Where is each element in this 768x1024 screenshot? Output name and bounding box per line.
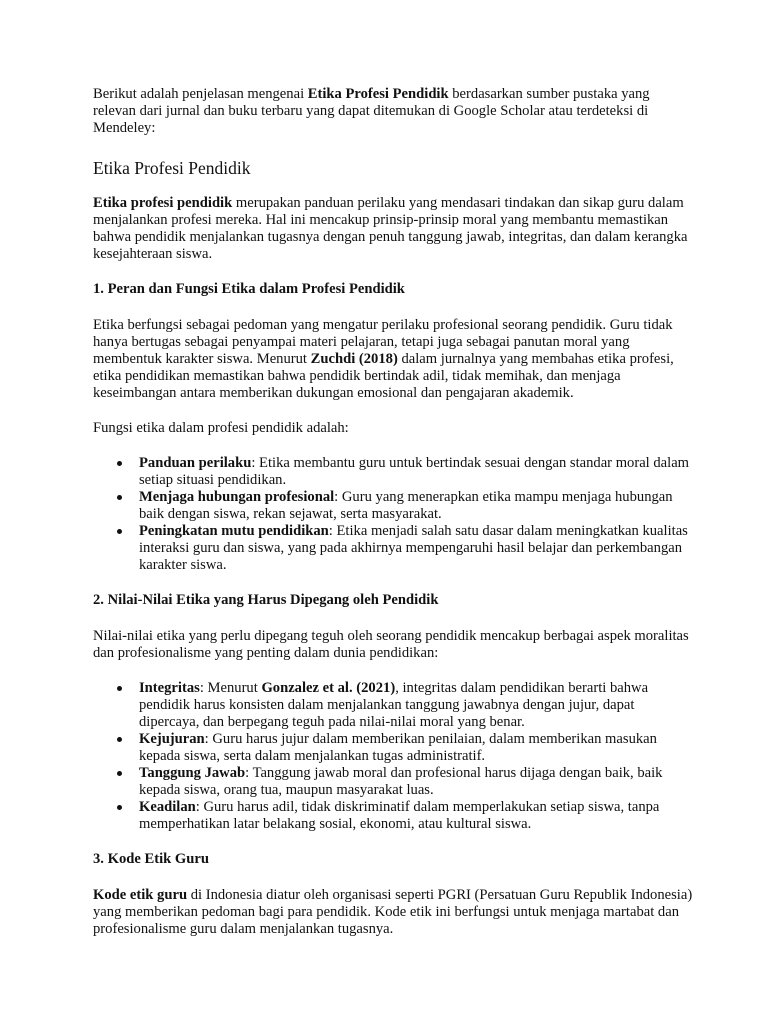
citation-gonzalez: Gonzalez et al. (2021)	[261, 680, 396, 696]
list-item-text: : Etika membantu guru untuk bertindak sesuai dengan standar moral dalam setiap situasi pendidikan.	[139, 455, 690, 488]
list-item-text: : Guru yang menerapkan etika mampu menjaga hubungan baik dengan siswa, rekan sejawat, serta masyarakat.	[139, 489, 673, 522]
definition-term: Etika profesi pendidik	[93, 195, 233, 211]
list-item	[93, 765, 693, 799]
list-item-text: : Guru harus adil, tidak diskriminatif dalam memperlakukan setiap siswa, tanpa memperhatikan latar belakang sosial, ekonomi, atau kultural siswa.	[139, 799, 660, 832]
citation-zuchdi: Zuchdi (2018)	[310, 351, 398, 367]
list-item-term: Kejujuran	[139, 731, 205, 747]
section-1-lead: Fungsi etika dalam profesi pendidik adalah:	[93, 420, 349, 436]
list-item-text: : Guru harus jujur dalam memberikan penilaian, dalam memberikan masukan kepada siswa, serta dalam menjalankan tugas administratif.	[139, 731, 657, 764]
list-item-term: Tanggung Jawab	[139, 765, 246, 781]
list-item-text-end: , integritas dalam pendidikan berarti bahwa pendidik harus konsisten dalam menjalankan tanggung jawabnya dengan jujur, dapat dipercaya, dan berpegang teguh pada nilai-nilai moral yang benar.	[139, 680, 649, 730]
document-page	[93, 86, 693, 956]
section-2-heading: 2. Nilai-Nilai Etika yang Harus Dipegang oleh Pendidik	[93, 592, 439, 608]
section-1-heading: 1. Peran dan Fungsi Etika dalam Profesi Pendidik	[93, 281, 405, 297]
intro-text: Berikut adalah penjelasan mengenai	[93, 86, 308, 102]
definition-paragraph	[93, 195, 693, 263]
list-item	[93, 799, 693, 833]
section-1-text: Etika berfungsi sebagai pedoman yang mengatur perilaku profesional seorang pendidik. Guru tidak hanya bertugas sebagai penyampai materi pelajaran, tetapi juga sebagai panutan moral yang membentuk karakter siswa. Menurut	[93, 317, 673, 367]
section-3-text: di Indonesia diatur oleh organisasi seperti PGRI (Persatuan Guru Republik Indonesia) yang memberikan pedoman bagi para pendidik. Kode etik ini berfungsi untuk menjaga martabat dan profesionalisme guru dalam menjalankan tugasnya.	[93, 887, 693, 937]
list-item	[93, 455, 693, 489]
section-1-list	[93, 455, 693, 574]
list-item	[93, 523, 693, 574]
section-1-paragraph	[93, 317, 693, 402]
list-item	[93, 680, 693, 731]
list-item-term: Peningkatan mutu pendidikan	[139, 523, 329, 539]
section-1-text-end: dalam jurnalnya yang membahas etika profesi, etika pendidikan memastikan bahwa pendidik bertindak adil, tidak memihak, dan menjaga keseimbangan antara memberikan dukungan emosional dan pengajaran akademik.	[93, 351, 674, 401]
intro-paragraph	[93, 86, 693, 137]
section-2-list	[93, 680, 693, 833]
list-item-term: Menjaga hubungan profesional	[139, 489, 335, 505]
list-item-term: Integritas	[139, 680, 200, 696]
page-title: Etika Profesi Pendidik	[93, 158, 251, 178]
list-item	[93, 489, 693, 523]
intro-text-end: berdasarkan sumber pustaka yang relevan dari jurnal dan buku terbaru yang dapat ditemukan di Google Scholar atau terdeteksi di Mendeley:	[93, 86, 650, 136]
list-item-text: : Etika menjadi salah satu dasar dalam meningkatkan kualitas interaksi guru dan siswa, yang pada akhirnya mempengaruhi hasil belajar dan perkembangan karakter siswa.	[139, 523, 688, 573]
list-item-text: : Tanggung jawab moral dan profesional harus dijaga dengan baik, baik kepada siswa, orang tua, maupun masyarakat luas.	[139, 765, 663, 798]
section-3-term: Kode etik guru	[93, 887, 188, 903]
list-item	[93, 731, 693, 765]
definition-text: merupakan panduan perilaku yang mendasari tindakan dan sikap guru dalam menjalankan profesi mereka. Hal ini mencakup prinsip-prinsip moral yang membantu memastikan bahwa pendidik menjalankan tugasnya dengan penuh tanggung jawab, integritas, dan dalam kerangka kesejahteraan siswa.	[93, 195, 688, 262]
intro-bold: Etika Profesi Pendidik	[307, 86, 449, 102]
section-3-paragraph	[93, 887, 693, 938]
section-3-heading: 3. Kode Etik Guru	[93, 851, 209, 867]
list-item-term: Keadilan	[139, 799, 196, 815]
section-2-paragraph: Nilai-nilai etika yang perlu dipegang teguh oleh seorang pendidik mencakup berbagai aspek moralitas dan profesionalisme yang penting dalam dunia pendidikan:	[93, 628, 689, 661]
list-item-term: Panduan perilaku	[139, 455, 252, 471]
list-item-text: : Menurut	[199, 680, 262, 696]
